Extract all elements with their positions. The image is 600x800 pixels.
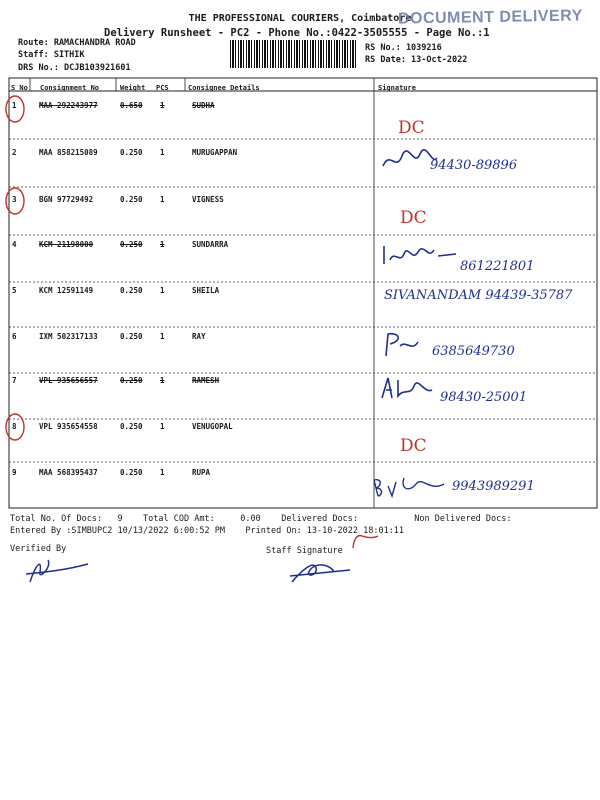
row-7-weight: 0.250 xyxy=(120,376,143,385)
row-9-phone: 9943989291 xyxy=(452,479,535,494)
row-1-consignee: SUDHA xyxy=(192,101,215,110)
row-2-weight: 0.250 xyxy=(120,148,143,157)
staff-signature-label: Staff Signature xyxy=(266,546,343,556)
row-2-signature-scribble xyxy=(380,146,440,176)
row-1-circle-mark xyxy=(4,94,26,124)
drs-number: DRS No.: DCJB103921601 xyxy=(18,63,131,73)
row-9-sno: 9 xyxy=(12,468,17,477)
row-3-dc-mark: DC xyxy=(400,208,427,228)
row-5-consignee: SHEILA xyxy=(192,286,220,295)
row-7-consignee: RAMESH xyxy=(192,376,220,385)
company-title: THE PROFESSIONAL COURIERS, Coimbatore xyxy=(188,13,412,24)
row-2-consignment: MAA 858215089 xyxy=(39,148,98,157)
row-4-signature-scribble xyxy=(380,242,460,268)
row-6-consignment: IXM 502317133 xyxy=(39,332,98,341)
row-3-pcs: 1 xyxy=(160,195,165,204)
header-sno: S No xyxy=(11,84,28,92)
header-signature: Signature xyxy=(378,84,416,92)
header-weight: Weight xyxy=(120,84,146,92)
row-6-weight: 0.250 xyxy=(120,332,143,341)
row-9-consignment: MAA 568395437 xyxy=(39,468,98,477)
staff-signature xyxy=(286,556,356,588)
row-8-sno: 8 xyxy=(12,422,17,431)
row-2-pcs: 1 xyxy=(160,148,165,157)
row-4-consignment: KCM 21198000 xyxy=(39,240,94,249)
row-8-dc-mark: DC xyxy=(400,436,427,456)
row-6-sno: 6 xyxy=(12,332,17,341)
row-5-sno: 5 xyxy=(12,286,17,295)
row-9-pcs: 1 xyxy=(160,468,165,477)
row-7-signature-scribble xyxy=(378,374,438,404)
verified-by-label: Verified By xyxy=(10,544,67,554)
row-7-phone: 98430-25001 xyxy=(440,390,528,405)
header-consignment: Consignment No xyxy=(40,84,100,92)
row-3-consignee: VIGNESS xyxy=(192,195,224,204)
row-7-sno: 7 xyxy=(12,376,17,385)
row-9-signature-scribble xyxy=(370,474,450,504)
row-4-pcs: 1 xyxy=(160,240,165,249)
row-4-sno: 4 xyxy=(12,240,17,249)
row-3-circle-mark xyxy=(4,186,26,216)
row-3-weight: 0.250 xyxy=(120,195,143,204)
row-3-sno: 3 xyxy=(12,195,17,204)
rs-date: RS Date: 13-Oct-2022 xyxy=(365,55,468,65)
row-6-consignee: RAY xyxy=(192,332,206,341)
row-2-sno: 2 xyxy=(12,148,17,157)
row-4-weight: 0.250 xyxy=(120,240,143,249)
row-1-weight: 0.650 xyxy=(120,101,143,110)
row-8-consignment: VPL 935654558 xyxy=(39,422,98,431)
row-4-consignee: SUNDARRA xyxy=(192,240,229,249)
row-5-signature: SIVANANDAM 94439-35787 xyxy=(384,288,573,303)
route-label: Route: RAMACHANDRA ROAD xyxy=(18,38,136,48)
row-6-phone: 6385649730 xyxy=(432,344,515,359)
barcode xyxy=(230,40,356,68)
row-1-sno: 1 xyxy=(12,101,17,110)
row-2-consignee: MURUGAPPAN xyxy=(192,148,238,157)
row-2-phone: 94430-89896 xyxy=(430,158,518,173)
rs-number: RS No.: 1039216 xyxy=(365,43,442,53)
verified-by-signature xyxy=(22,554,92,586)
entered-by-line: Entered By :SIMBUPC2 10/13/2022 6:00:52 PM Printed On: 13-10-2022 18:01:11 xyxy=(10,526,405,536)
row-8-pcs: 1 xyxy=(160,422,165,431)
row-1-dc-mark: DC xyxy=(398,118,425,138)
row-7-pcs: 1 xyxy=(160,376,165,385)
row-9-consignee: RUPA xyxy=(192,468,211,477)
runsheet-title: Delivery Runsheet - PC2 - Phone No.:0422-3505555 - Page No.:1 xyxy=(104,27,490,39)
totals-line: Total No. Of Docs: 9 Total COD Amt: 0.00 Delivered Docs: Non Delivered Docs: xyxy=(10,514,512,524)
row-8-consignee: VENUGOPAL xyxy=(192,422,233,431)
row-8-weight: 0.250 xyxy=(120,422,143,431)
row-6-signature-scribble xyxy=(382,330,422,360)
document-delivery-stamp: DOCUMENT DELIVERY xyxy=(397,7,583,28)
header-pcs: PCS xyxy=(156,84,169,92)
row-1-consignment: MAA 292243977 xyxy=(39,101,98,110)
row-5-weight: 0.250 xyxy=(120,286,143,295)
row-6-pcs: 1 xyxy=(160,332,165,341)
row-5-consignment: KCM 12591149 xyxy=(39,286,94,295)
row-8-circle-mark xyxy=(4,412,26,442)
row-3-consignment: BGN 97729492 xyxy=(39,195,94,204)
header-consignee: Consignee Details xyxy=(188,84,260,92)
row-9-weight: 0.250 xyxy=(120,468,143,477)
staff-label: Staff: SITHIK xyxy=(18,50,85,60)
row-1-pcs: 1 xyxy=(160,101,165,110)
row-4-phone: 861221801 xyxy=(460,259,535,274)
row-7-consignment: VPL 935656557 xyxy=(39,376,98,385)
red-check-mark xyxy=(350,530,380,552)
row-5-pcs: 1 xyxy=(160,286,165,295)
